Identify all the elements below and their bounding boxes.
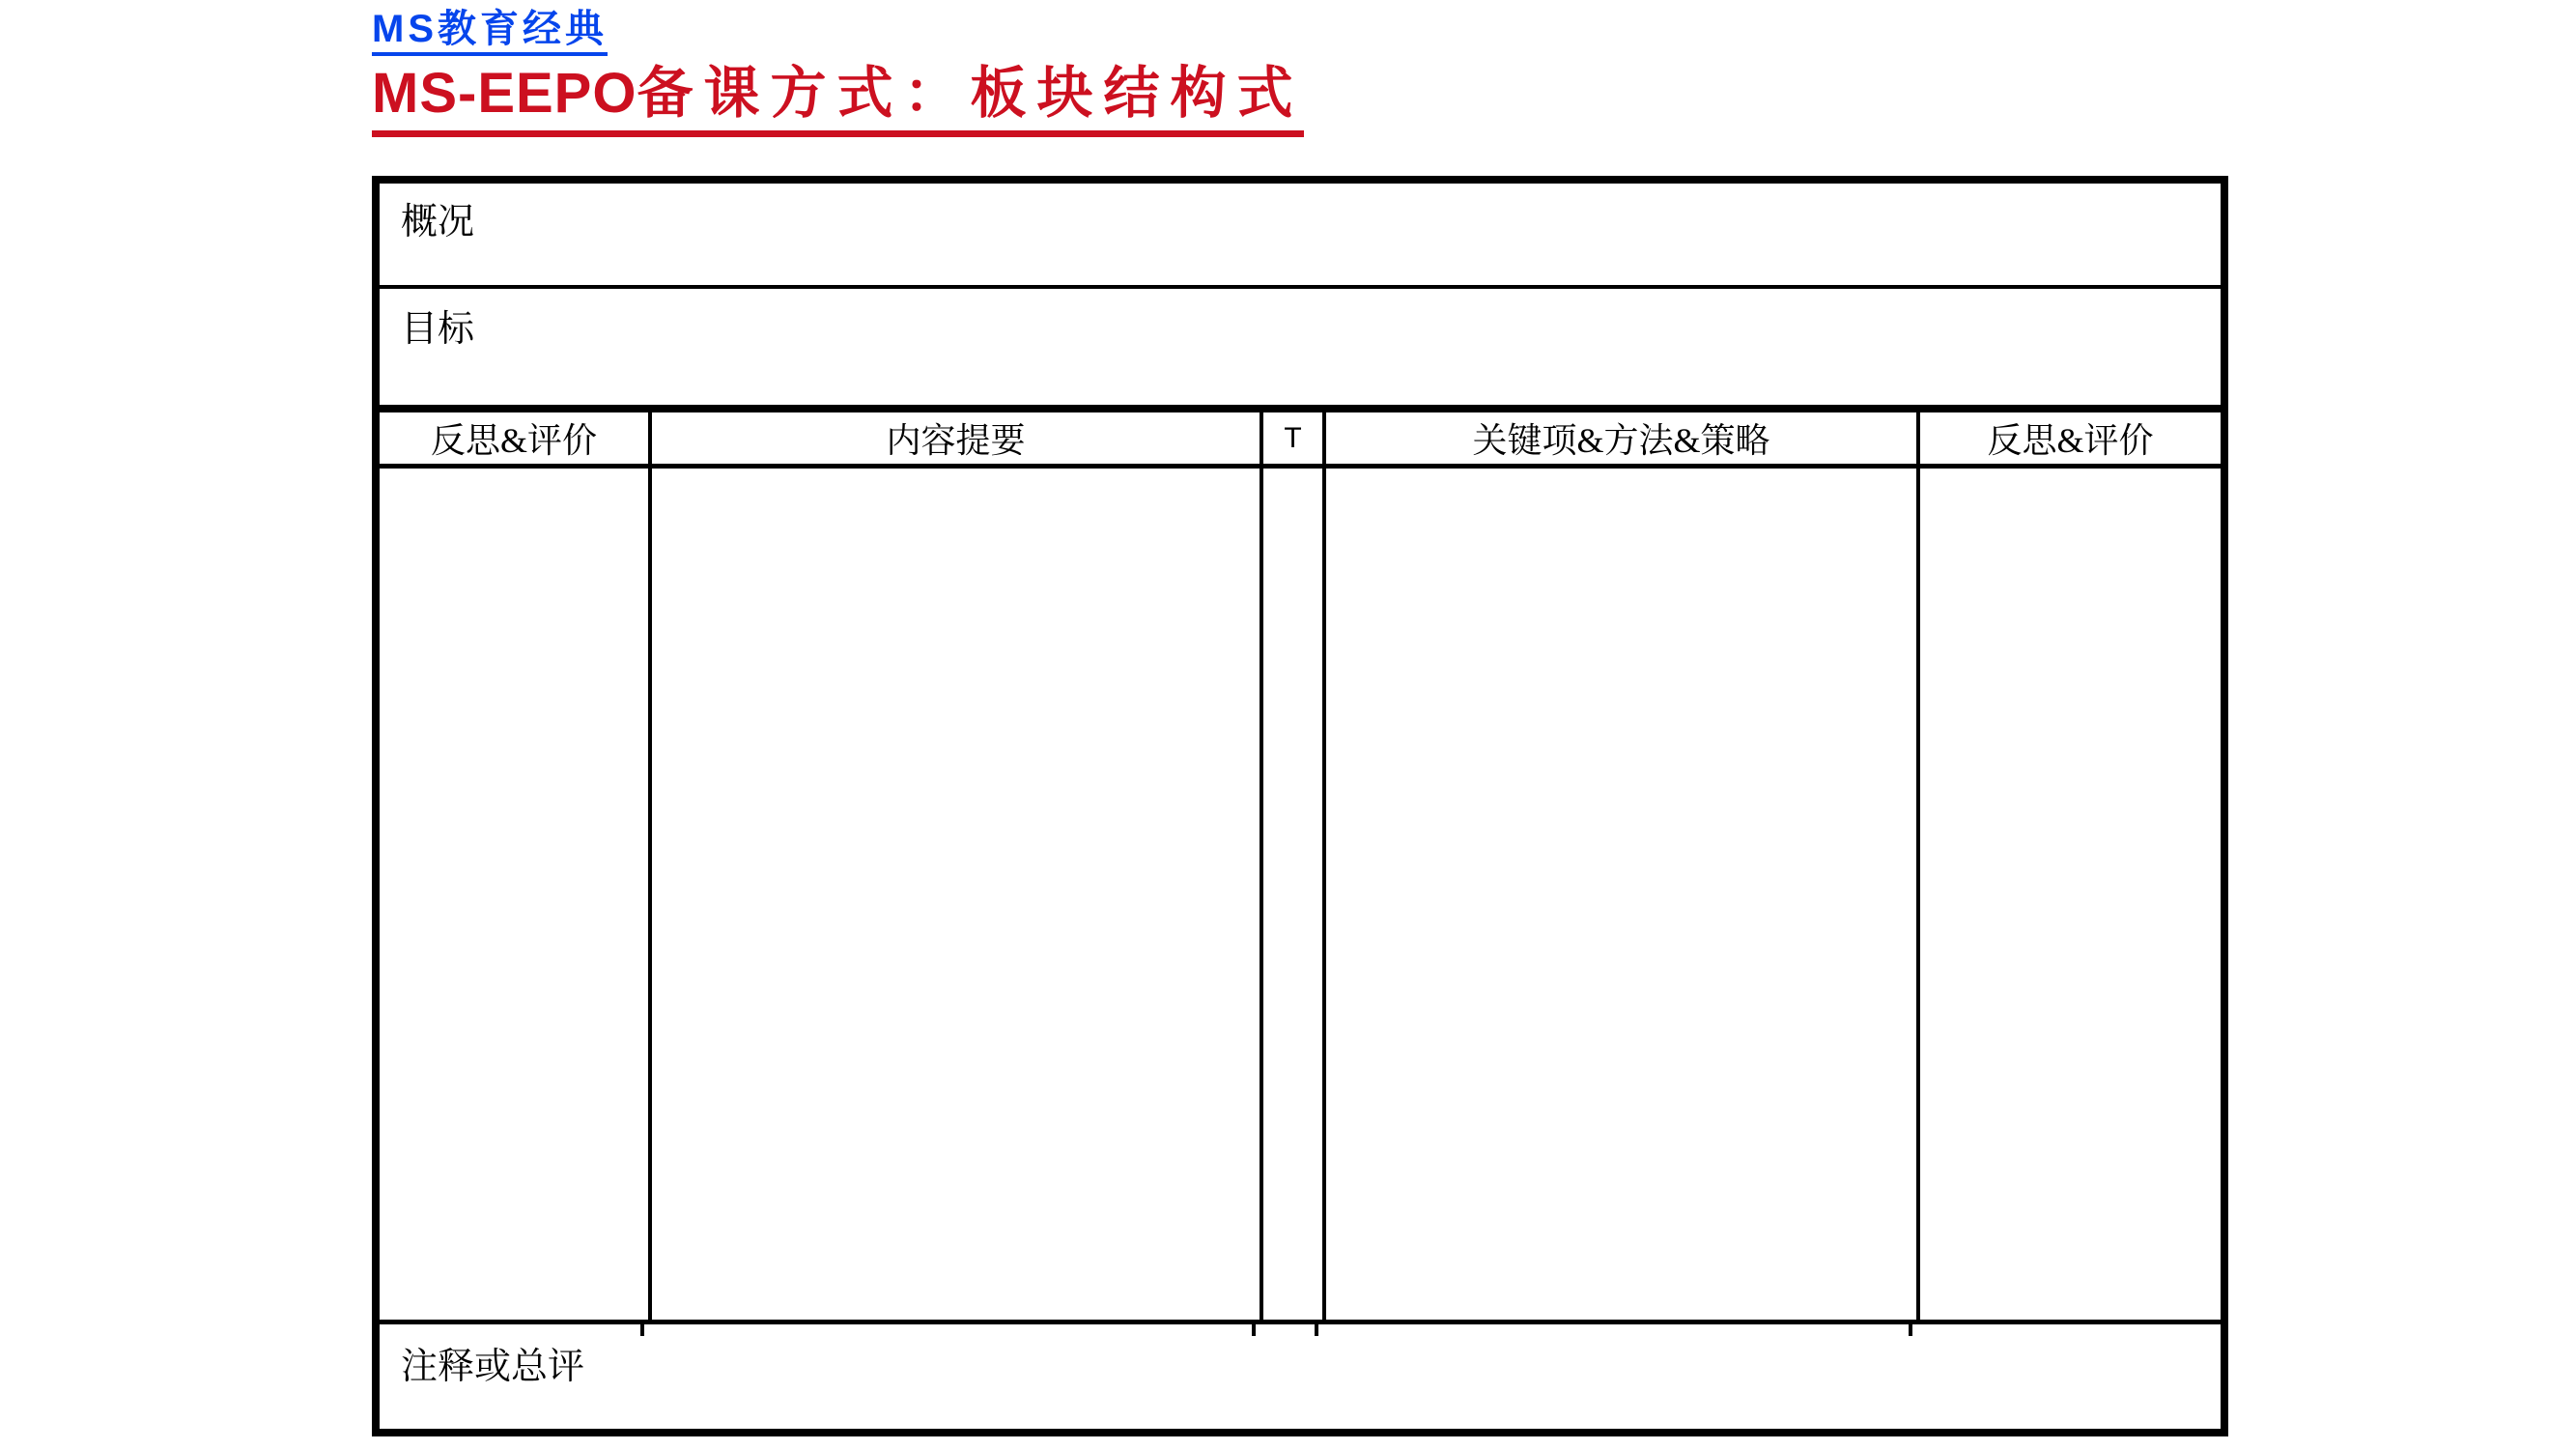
column-header-row [380, 412, 2221, 469]
page-title-underline [372, 60, 1304, 137]
header-cell-reflection-right [1920, 412, 2221, 464]
body-cell-content-summary [652, 469, 1263, 1320]
gridline-stub [640, 1324, 644, 1336]
body-cell-reflection-left [380, 469, 652, 1320]
header-label-reflection-right: 反思&评价 [1987, 421, 2154, 460]
header-cell-reflection-left [380, 412, 652, 464]
site-link-label[interactable]: MS教育经典 [372, 8, 608, 56]
gridline-stub [1909, 1324, 1912, 1336]
header-cell-content-summary [652, 412, 1263, 464]
overview-row [380, 184, 2221, 289]
header-cell-key-methods-strategies [1326, 412, 1920, 464]
notes-row [380, 1324, 2221, 1429]
header-label-reflection-left: 反思&评价 [430, 421, 597, 460]
header-label-time: T [1284, 421, 1302, 454]
gridline-stub [1252, 1324, 1256, 1336]
page-title-cjk: 备课方式：板块结构式 [637, 62, 1304, 125]
site-link[interactable] [372, 8, 608, 56]
goal-row [380, 289, 2221, 412]
header-label-key-methods-strategies: 关键项&方法&策略 [1472, 421, 1770, 460]
body-row [380, 469, 2221, 1324]
gridline-stub [1315, 1324, 1318, 1336]
header-label-content-summary: 内容提要 [886, 421, 1026, 460]
body-cell-key-methods-strategies [1326, 469, 1920, 1320]
body-cell-reflection-right [1920, 469, 2221, 1320]
goal-label: 目标 [401, 309, 475, 350]
notes-label: 注释或总评 [401, 1347, 585, 1387]
header-cell-time [1263, 412, 1326, 464]
lesson-plan-table [372, 176, 2228, 1436]
body-cell-time [1263, 469, 1326, 1320]
page-title-latin: MS-EEPO [372, 62, 637, 125]
page-title [372, 60, 1304, 137]
overview-label: 概况 [401, 202, 475, 242]
